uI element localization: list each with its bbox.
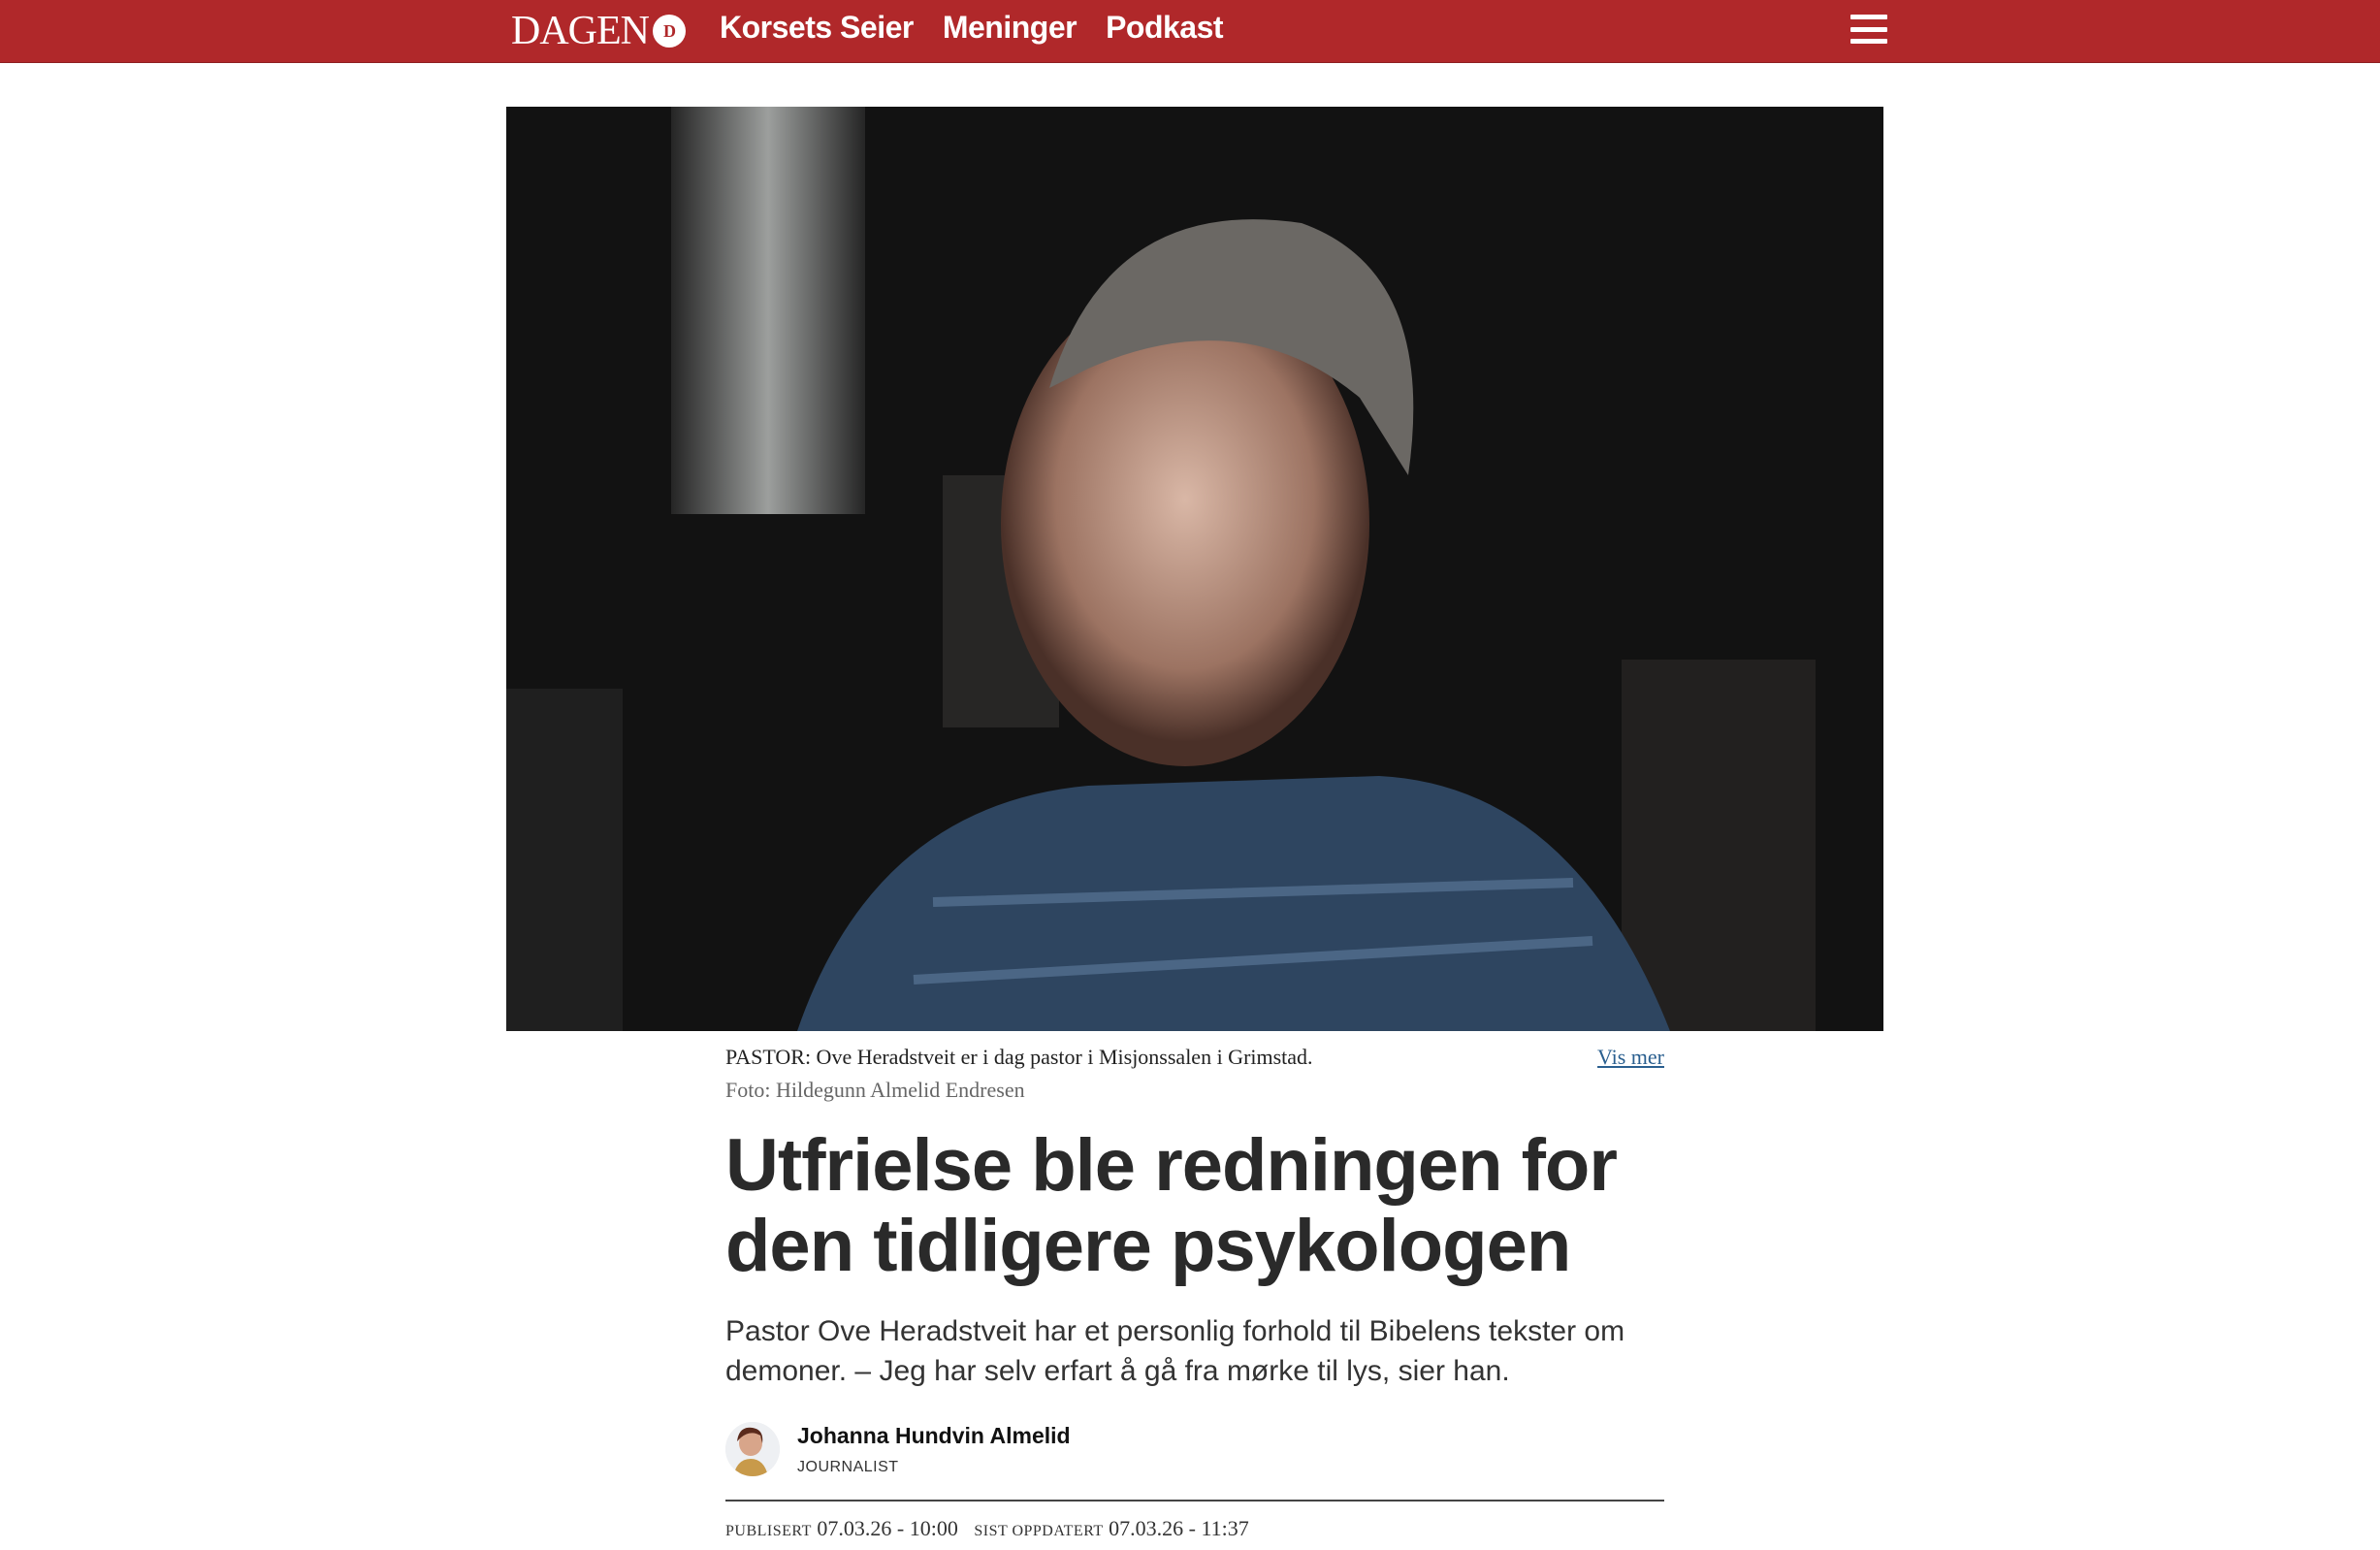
vis-mer-link[interactable]: Vis mer [1597, 1045, 1664, 1069]
nav-podkast[interactable]: Podkast [1106, 10, 1224, 45]
photo-credit: Foto: Hildegunn Almelid Endresen [725, 1078, 1025, 1102]
nav-meninger[interactable]: Meninger [942, 10, 1077, 45]
updated-date: 07.03.26 - 11:37 [1109, 1516, 1249, 1540]
dagen-logo[interactable] [511, 8, 686, 54]
author-name[interactable]: Johanna Hundvin Almelid [797, 1422, 1071, 1448]
logo-text: DAGEN [511, 9, 649, 53]
article-title: Utfrielse ble redningen for den tidligere psykologen [725, 1124, 1617, 1287]
published-label: PUBLISERT [725, 1523, 812, 1539]
updated-label: SIST OPPDATERT [974, 1523, 1104, 1539]
main-nav [720, 10, 1223, 46]
article-lead: Pastor Ove Heradstveit har et personlig forhold til Bibelens tekster om demoner. – Jeg har selv erfart å gå fra mørke til lys, sier han. [725, 1315, 1625, 1387]
author-role: JOURNALIST [797, 1458, 899, 1475]
published-date: 07.03.26 - 10:00 [817, 1516, 958, 1540]
hamburger-menu-icon[interactable] [1850, 15, 1887, 44]
top-navigation-bar [0, 0, 2380, 63]
nav-korsets-seier[interactable]: Korsets Seier [720, 10, 914, 45]
image-caption [725, 1045, 1664, 1070]
logo-badge-icon: D [653, 15, 686, 48]
caption-text: PASTOR: Ove Heradstveit er i dag pastor i Misjonssalen i Grimstad. [725, 1045, 1313, 1069]
hero-image [506, 107, 1883, 1031]
publish-info [725, 1516, 1249, 1541]
author-avatar [725, 1422, 780, 1476]
divider [725, 1500, 1664, 1502]
author-byline[interactable] [725, 1422, 1071, 1476]
